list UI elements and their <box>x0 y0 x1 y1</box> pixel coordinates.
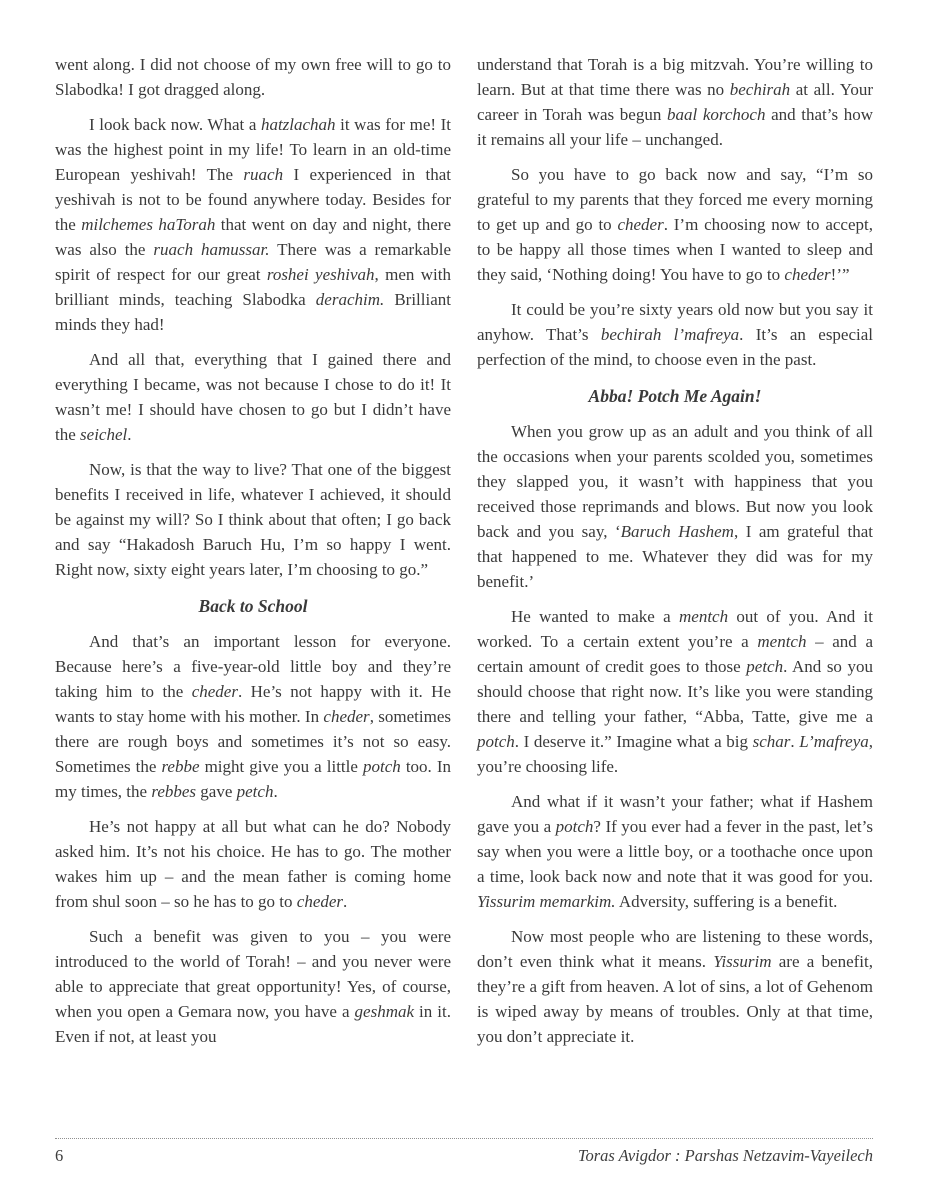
text-run: understand that Torah is a big mitzvah. You’re willing to learn. But at that time there was no <box>477 55 873 99</box>
paragraph <box>477 162 873 287</box>
text-run: are a benefit, they’re a gift from heaven. A lot of sins, a lot of Gehenom is wiped away by means of troubles. Only at that time, you don’t appreciate it. <box>477 952 873 1046</box>
italic-term: Baruch Hashem <box>620 522 734 541</box>
text-run: And all that, everything that I gained there and everything I became, was not because I chose to do it! It wasn’t me! I should have chosen to go but I didn’t have the <box>55 350 451 444</box>
text-run: So you have to go back now and say, “I’m so grateful to my parents that they forced me every morning to get up and go to <box>477 165 873 234</box>
text-run: And what if it wasn’t your father; what if Hashem gave you a <box>477 792 873 836</box>
text-run: , you’re choosing life. <box>477 732 873 776</box>
text-run: He wanted to make a <box>511 607 679 626</box>
text-run: at all. Your career in Torah was begun <box>477 80 873 124</box>
italic-term: baal korchoch <box>666 105 766 124</box>
italic-term: hatzlachah <box>260 115 336 134</box>
italic-term: bechirah l’mafreya <box>600 325 740 344</box>
text-run: And that’s an important lesson for everyone. Because here’s a five-year-old little boy and they’re taking him to the <box>55 632 451 701</box>
text-run: went along. I did not choose of my own free will to go to Slabodka! I got dragged along. <box>55 55 451 99</box>
text-run: , men with brilliant minds, teaching Slabodka <box>55 265 451 309</box>
text-run: out of you. And it worked. To a certain extent you’re a <box>477 607 873 651</box>
italic-term: derachim. <box>315 290 385 309</box>
page-number: 6 <box>55 1146 64 1165</box>
italic-term: petch <box>746 657 784 676</box>
italic-term: schar <box>752 732 791 751</box>
column-right <box>477 52 873 1130</box>
text-run: I experienced in that yeshivah is not to be found anywhere today. Besides for the <box>55 165 451 234</box>
paragraph <box>477 604 873 779</box>
italic-term: mentch <box>679 607 729 626</box>
text-run: that went on day and night, there was also the <box>55 215 451 259</box>
text-run: . I’m choosing now to accept, to be happy all those times when I wanted to sleep and they said, ‘Nothing doing! You have to go to <box>477 215 873 284</box>
text-run: and that’s how it remains all your life – unchanged. <box>477 105 873 149</box>
text-run: , I am grateful that that happened to me. Whatever they did was for my benefit.’ <box>477 522 873 591</box>
italic-term: cheder <box>617 215 664 234</box>
italic-term: milchemes haTorah <box>81 215 216 234</box>
text-run: Abba! Potch Me Again! <box>588 386 762 406</box>
text-run: !’” <box>830 265 850 284</box>
text-run: it was for me! It was the highest point in my life! To learn in an old-time European yeshivah! The <box>55 115 451 184</box>
paragraph <box>477 789 873 914</box>
text-run: gave <box>196 782 237 801</box>
italic-term: cheder <box>784 265 831 284</box>
paragraph <box>477 52 873 152</box>
paragraph <box>55 347 451 447</box>
text-run: Now most people who are listening to these words, don’t even think what it means. <box>477 927 873 971</box>
text-run: I look back now. What a <box>89 115 261 134</box>
italic-term: potch <box>555 817 594 836</box>
section-heading <box>477 384 873 409</box>
paragraph <box>55 457 451 582</box>
italic-term: potch <box>362 757 401 776</box>
text-run: – and a certain amount of credit goes to those <box>477 632 873 676</box>
text-run: , sometimes there are rough boys and sometimes it’s not so easy. Sometimes the <box>55 707 451 776</box>
column-left <box>55 52 451 1130</box>
section-heading <box>55 594 451 619</box>
italic-term: L’mafreya <box>799 732 869 751</box>
italic-term: ruach hamussar. <box>153 240 270 259</box>
text-run: Adversity, suffering is a benefit. <box>615 892 838 911</box>
text-run: Such a benefit was given to you – you were introduced to the world of Torah! – and you never were able to appreciate that great opportunity! Yes, of course, when you open a Gemara now, you have a <box>55 927 451 1021</box>
italic-term: mentch <box>757 632 807 651</box>
paragraph <box>55 924 451 1049</box>
italic-term: petch <box>236 782 274 801</box>
italic-term: cheder <box>323 707 370 726</box>
italic-term: seichel <box>80 425 128 444</box>
text-run: . It’s an especial perfection of the mind, to choose even in the past. <box>477 325 873 369</box>
page-footer <box>55 1138 873 1166</box>
text-run: . <box>343 892 348 911</box>
text-run: in it. Even if not, at least you <box>55 1002 451 1046</box>
text-run: ? If you ever had a fever in the past, let’s say when you were a little boy, or a toothache once upon a time, look back now and note that it was good for you. <box>477 817 873 886</box>
text-run: There was a remarkable spirit of respect for our great <box>55 240 452 284</box>
footer-source-title: Toras Avigdor : Parshas Netzavim-Vayeilech <box>577 1146 873 1165</box>
text-run: . <box>127 425 132 444</box>
italic-term: Yissurim <box>713 952 772 971</box>
text-run: . He’s not happy with it. He wants to stay home with his mother. In <box>55 682 451 726</box>
text-run: . I deserve it.” Imagine what a big <box>514 732 753 751</box>
paragraph <box>477 297 873 372</box>
paragraph <box>55 112 451 337</box>
text-run: . <box>790 732 800 751</box>
text-run: . And so you should choose that right now. It’s like you were standing there and telling your father, “Abba, Tatte, give me a <box>477 657 873 726</box>
text-run: It could be you’re sixty years old now but you say it anyhow. That’s <box>477 300 873 344</box>
paragraph <box>55 814 451 914</box>
paragraph <box>477 924 873 1049</box>
text-run: Brilliant minds they had! <box>55 290 451 334</box>
paragraph <box>477 419 873 594</box>
text-run: He’s not happy at all but what can he do? Nobody asked him. It’s not his choice. He has to go. The mother wakes him up – and the mean father is coming home from shul soon – so he has to go to <box>55 817 451 911</box>
text-run: too. In my times, the <box>55 757 452 801</box>
text-run: . <box>273 782 278 801</box>
page-body <box>55 52 873 1130</box>
text-run: When you grow up as an adult and you think of all the occasions when your parents scolded you, sometimes they slapped you, it wasn’t with happiness that you received those reprimands and blows. But now you look back and you say, ‘ <box>477 422 873 541</box>
paragraph <box>55 52 451 102</box>
italic-term: cheder <box>296 892 344 911</box>
italic-term: rebbe <box>161 757 200 776</box>
italic-term: rebbes <box>151 782 197 801</box>
italic-term: potch <box>477 732 515 751</box>
italic-term: cheder <box>191 682 238 701</box>
italic-term: ruach <box>243 165 284 184</box>
text-run: Back to School <box>198 596 308 616</box>
text-run: Now, is that the way to live? That one of the biggest benefits I received in life, whatever I achieved, it should be against my will? So I think about that often; I go back and say “Hakadosh Baruch Hu, I’m so happy I went. Right now, sixty eight years later, I’m choosing to go.” <box>55 460 451 579</box>
text-run: might give you a little <box>199 757 363 776</box>
italic-term: geshmak <box>354 1002 415 1021</box>
italic-term: bechirah <box>729 80 791 99</box>
paragraph <box>55 629 451 804</box>
italic-term: Yissurim memarkim. <box>477 892 616 911</box>
italic-term: roshei yeshivah <box>266 265 375 284</box>
